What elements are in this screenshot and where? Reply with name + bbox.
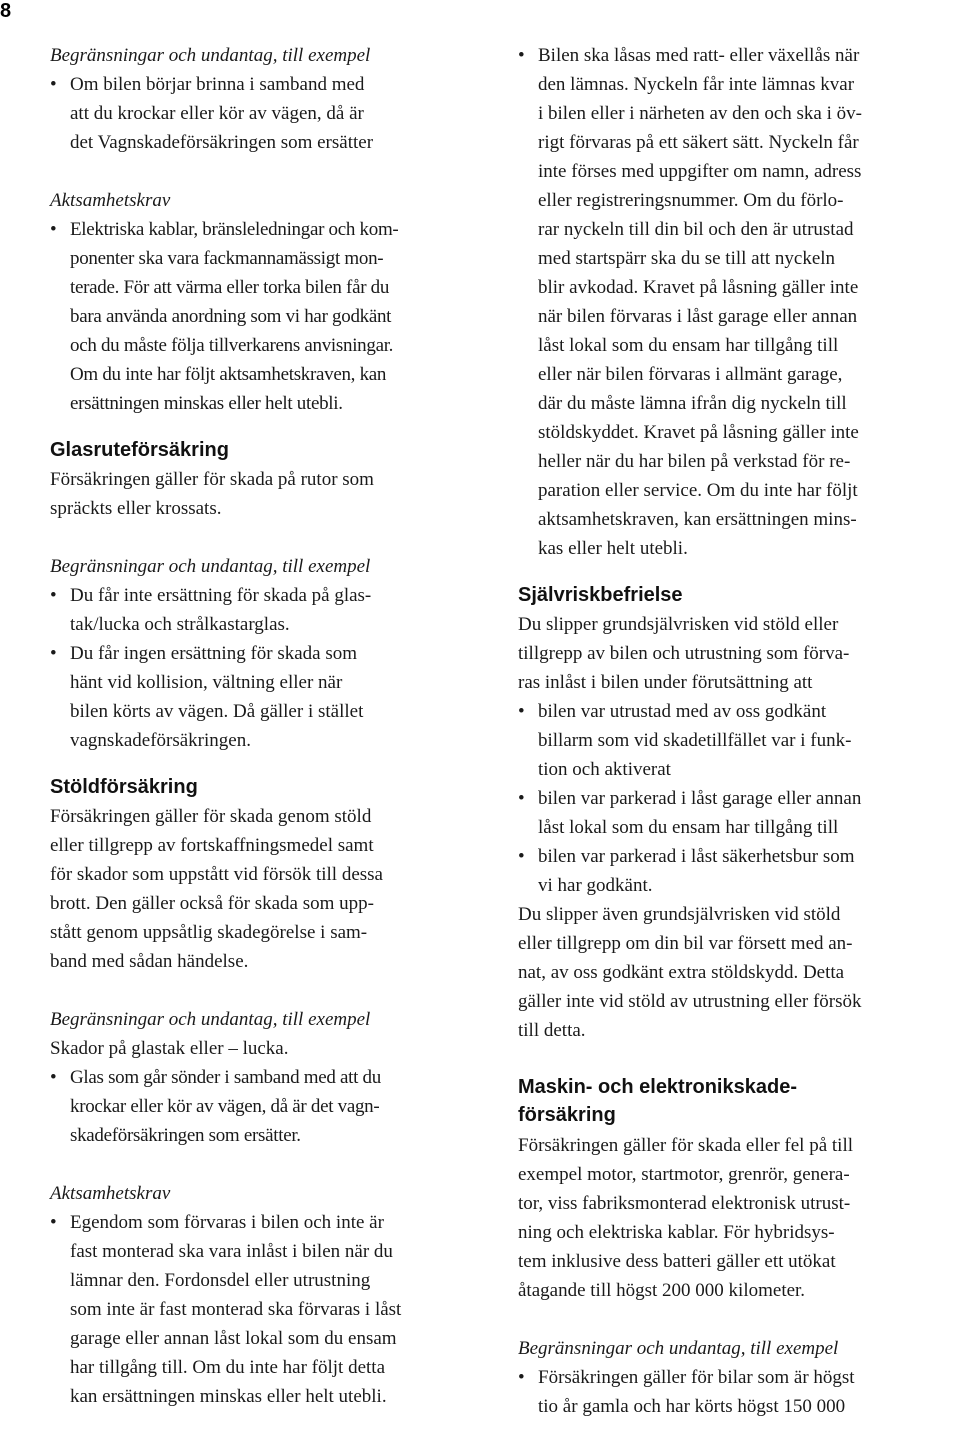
bullet-item [50, 70, 490, 157]
text-line: eller när bilen förvaras i allmänt garage, [538, 364, 843, 385]
text-line: nat, av oss godkänt extra stöldskydd. Detta [518, 962, 845, 983]
text-line: paration eller service. Om du inte har följt [538, 480, 858, 501]
text-line: inte förses med uppgifter om namn, adress [538, 161, 862, 182]
section-label: Begränsningar och undantag, till exempel [518, 1338, 839, 1359]
bullet-icon: • [50, 643, 57, 664]
bullet-list [50, 581, 490, 755]
bullet-item [518, 842, 958, 900]
bullet-item [518, 41, 958, 563]
bullet-item [50, 1063, 490, 1150]
text-line: där du måste lämna ifrån dig nyckeln till [538, 393, 847, 414]
text-line: ning och elektriska kablar. För hybridsys- [518, 1222, 835, 1243]
text-line: Elektriska kablar, bränsleledningar och kom- [70, 219, 399, 240]
text-line: stöldskyddet. Kravet på låsning gäller inte [538, 422, 859, 443]
paragraph [518, 1131, 958, 1305]
bullet-item [50, 639, 490, 755]
bullet-icon: • [50, 219, 57, 240]
bullet-icon: • [518, 701, 525, 722]
text-line: att du krockar eller kör av vägen, då är [70, 103, 364, 124]
text-line: låst lokal som du ensam har tillgång till [538, 817, 839, 838]
text-line: försäkring [518, 1104, 616, 1126]
section-heading [518, 1073, 958, 1129]
text-line: som inte är fast monterad ska förvaras i låst [70, 1299, 402, 1320]
text-line: ras inlåst i bilen under förutsättning att [518, 672, 813, 693]
text-line: Om bilen börjar brinna i samband med [70, 74, 365, 95]
text-line: Du får inte ersättning för skada på glas- [70, 585, 372, 606]
bullet-icon: • [518, 45, 525, 66]
paragraph: Skador på glastak eller – lucka. [50, 1038, 289, 1059]
text-line: bilen körts av vägen. Då gäller i stället [70, 701, 364, 722]
text-line: för skador som uppstått vid försök till dessa [50, 864, 383, 885]
text-line: Egendom som förvaras i bilen och inte är [70, 1212, 384, 1233]
text-line: Du får ingen ersättning för skada som [70, 643, 358, 664]
text-line: tio år gamla och har körts högst 150 000 [538, 1396, 846, 1417]
text-line: krockar eller kör av vägen, då är det vagn- [70, 1096, 380, 1117]
bullet-list [518, 1363, 958, 1421]
text-line: band med sådan händelse. [50, 951, 249, 972]
text-line: till detta. [518, 1020, 586, 1041]
text-line: bilen var parkerad i låst säkerhetsbur som [538, 846, 855, 867]
text-line: blir avkodad. Kravet på låsning gäller inte [538, 277, 859, 298]
text-line: tillgrepp av bilen och utrustning som förva- [518, 643, 850, 664]
bullet-icon: • [518, 846, 525, 867]
text-line: ersättningen minskas eller helt utebli. [70, 393, 343, 414]
text-line: Försäkringen gäller för bilar som är högst [538, 1367, 855, 1388]
text-line: den lämnas. Nyckeln får inte lämnas kvar [538, 74, 855, 95]
right-column [518, 41, 958, 1421]
bullet-icon: • [518, 788, 525, 809]
text-line: rigt förvaras på ett säkert sätt. Nyckeln får [538, 132, 859, 153]
bullet-icon: • [518, 1367, 525, 1388]
text-line: stått genom uppsåtlig skadegörelse i sam- [50, 922, 368, 943]
section-label: Begränsningar och undantag, till exempel [50, 556, 371, 577]
text-line: eller tillgrepp av fortskaffningsmedel samt [50, 835, 374, 856]
bullet-list [50, 70, 490, 157]
text-line: tak/lucka och strålkastarglas. [70, 614, 290, 635]
section-label: Aktsamhetskrav [50, 190, 171, 211]
text-line: exempel motor, startmotor, grenrör, genera- [518, 1164, 850, 1185]
section-heading: Självriskbefrielse [518, 584, 683, 606]
text-line: hänt vid kollision, vältning eller när [70, 672, 343, 693]
text-line: brott. Den gäller också för skada som upp- [50, 893, 374, 914]
bullet-item [518, 784, 958, 842]
text-line: vi har godkänt. [538, 875, 653, 896]
text-line: heller när du har bilen på verkstad för re- [538, 451, 851, 472]
bullet-icon: • [50, 585, 57, 606]
paragraph [50, 802, 490, 976]
bullet-list [518, 697, 958, 900]
text-line: bilen var utrustad med av oss godkänt [538, 701, 827, 722]
text-line: Försäkringen gäller för skada genom stöld [50, 806, 372, 827]
text-line: Försäkringen gäller för skada eller fel på till [518, 1135, 854, 1156]
bullet-list [518, 41, 958, 563]
text-line: kas eller helt utebli. [538, 538, 688, 559]
paragraph [518, 610, 958, 697]
text-line: Försäkringen gäller för skada på rutor som [50, 469, 374, 490]
text-line: billarm som vid skadetillfället var i funk- [538, 730, 852, 751]
text-line: Du slipper även grundsjälvrisken vid stöld [518, 904, 841, 925]
bullet-icon: • [50, 1212, 57, 1233]
text-line: och du måste följa tillverkarens anvisningar. [70, 335, 394, 356]
text-line: Du slipper grundsjälvrisken vid stöld eller [518, 614, 839, 635]
text-line: Om du inte har följt aktsamhetskraven, kan [70, 364, 387, 385]
text-line: kan ersättningen minskas eller helt utebli. [70, 1386, 387, 1407]
text-line: aktsamhetskraven, kan ersättningen mins- [538, 509, 857, 530]
section-heading: Stöldförsäkring [50, 776, 198, 798]
text-line: bilen var parkerad i låst garage eller annan [538, 788, 862, 809]
bullet-item [50, 581, 490, 639]
text-line: tion och aktiverat [538, 759, 671, 780]
section-label: Begränsningar och undantag, till exempel [50, 45, 371, 66]
paragraph [518, 900, 958, 1045]
text-line: med startspärr ska du se till att nyckeln [538, 248, 836, 269]
text-line: har tillgång till. Om du inte har följt detta [70, 1357, 386, 1378]
text-line: gäller inte vid stöld av utrustning eller försök [518, 991, 862, 1012]
text-line: åtagande till högst 200 000 kilometer. [518, 1280, 806, 1301]
text-line: bara använda anordning som vi har godkänt [70, 306, 392, 327]
section-label: Aktsamhetskrav [50, 1183, 171, 1204]
text-line: det Vagnskadeförsäkringen som ersätter [70, 132, 374, 153]
bullet-item [518, 1363, 958, 1421]
section-label: Begränsningar och undantag, till exempel [50, 1009, 371, 1030]
text-line: ponenter ska vara fackmannamässigt mon- [70, 248, 384, 269]
text-line: Bilen ska låsas med ratt- eller växellås när [538, 45, 860, 66]
bullet-list [50, 1063, 490, 1150]
bullet-icon: • [50, 74, 57, 95]
text-line: garage eller annan låst lokal som du ensam [70, 1328, 397, 1349]
bullet-item [518, 697, 958, 784]
text-line: Maskin- och elektronikskade- [518, 1076, 797, 1098]
text-line: eller registreringsnummer. Om du förlo- [538, 190, 844, 211]
text-line: vagnskadeförsäkringen. [70, 730, 251, 751]
text-line: lämnar den. Fordonsdel eller utrustning [70, 1270, 371, 1291]
text-line: skadeförsäkringen som ersätter. [70, 1125, 301, 1146]
text-line: rar nyckeln till din bil och den är utrustad [538, 219, 854, 240]
paragraph [50, 465, 490, 523]
text-line: låst lokal som du ensam har tillgång till [538, 335, 839, 356]
section-heading: Glasruteförsäkring [50, 439, 229, 461]
text-line: tem inklusive dess batteri gäller ett utökat [518, 1251, 836, 1272]
text-line: när bilen förvaras i låst garage eller annan [538, 306, 858, 327]
bullet-item [50, 1208, 490, 1411]
bullet-list [50, 1208, 490, 1411]
bullet-list [50, 215, 490, 418]
text-line: spräckts eller krossats. [50, 498, 222, 519]
text-line: fast monterad ska vara inlåst i bilen när du [70, 1241, 393, 1262]
text-line: Glas som går sönder i samband med att du [70, 1067, 381, 1088]
left-column [50, 41, 490, 1411]
text-line: terade. För att värma eller torka bilen får du [70, 277, 390, 298]
text-line: i bilen eller i närheten av den och ska i öv- [538, 103, 862, 124]
bullet-item [50, 215, 490, 418]
text-line: tor, viss fabriksmonterad elektronisk utrust- [518, 1193, 851, 1214]
bullet-icon: • [50, 1067, 57, 1088]
page-number: 8 [0, 0, 12, 22]
text-line: eller tillgrepp om din bil var försett med an- [518, 933, 853, 954]
